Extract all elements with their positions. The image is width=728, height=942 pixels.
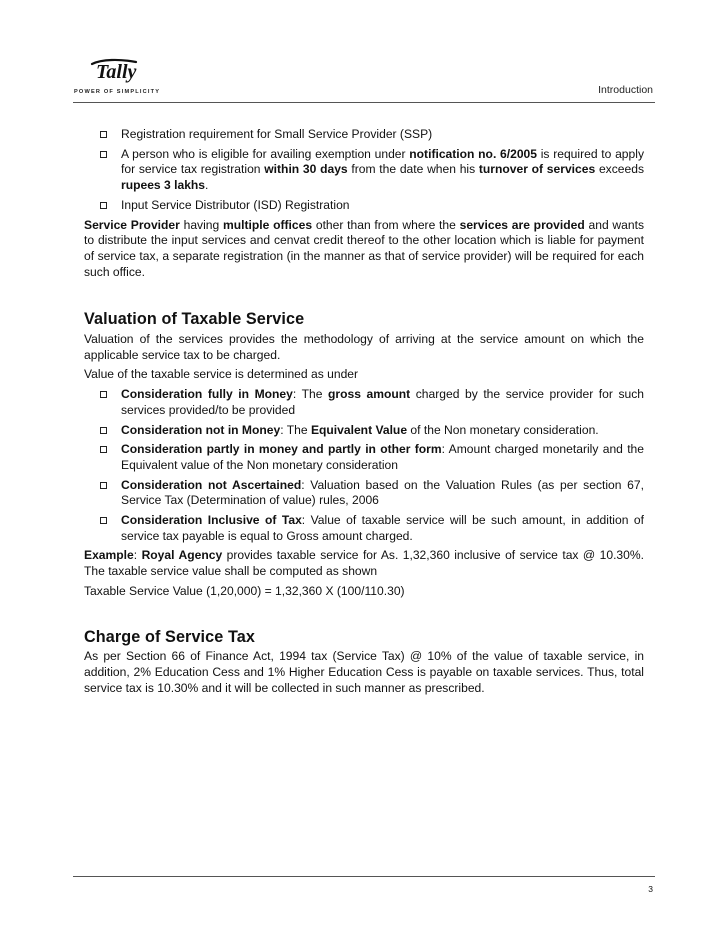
- isd-paragraph: [84, 218, 644, 281]
- bold-text: notification no. 6/2005: [409, 146, 538, 161]
- list-item: [84, 423, 644, 439]
- registration-list: [84, 127, 644, 214]
- footer-rule: [73, 876, 655, 877]
- bold-text: Consideration not in Money: [121, 422, 281, 437]
- square-bullet-icon: [100, 517, 107, 524]
- text-run: : Value of taxable service will be such amount, in addition of service tax payable is equal to Gross amount charged.: [121, 513, 644, 543]
- bold-text: Consideration Inclusive of Tax: [121, 513, 302, 528]
- valuation-list: [84, 387, 644, 544]
- formula: Taxable Service Value (1,20,000) = 1,32,360 X (100/110.30): [84, 583, 405, 598]
- charge-text: As per Section 66 of Finance Act, 1994 tax (Service Tax) @ 10% of the value of taxable service, in addition, 2% Education Cess and 1% Higher Education Cess is payable on taxable services. Thus, total service tax is 10.30% and it will be collected in such manner as prescribed.: [84, 649, 644, 695]
- text-run: of the Non monetary consideration.: [407, 422, 599, 437]
- list-item: [84, 147, 644, 194]
- square-bullet-icon: [100, 131, 107, 138]
- bold-text: Consideration partly in money and partly in other form: [121, 442, 442, 457]
- bold-text: multiple offices: [223, 217, 313, 232]
- valuation-intro: Valuation of the services provides the methodology of arriving at the service amount on which the applicable service tax to be charged.: [84, 332, 644, 362]
- bold-text: within 30 days: [264, 162, 348, 177]
- text-run: and wants to distribute the input services and cenvat credit thereof to the other location which is liable for payment of service tax, a separate registration (in the manner as that of service provider) will be required for each such office.: [84, 217, 645, 279]
- text-run: is required to apply for service tax registration: [121, 146, 644, 177]
- square-bullet-icon: [100, 151, 107, 158]
- page-content: [84, 127, 644, 700]
- text-run: : Valuation based on the Valuation Rules (as per section 67, Service Tax (Determination of value) rules, 2006: [121, 477, 644, 508]
- header-rule: [73, 102, 655, 103]
- valuation-determined: Value of the taxable service is determined as under: [84, 367, 359, 382]
- list-item: [84, 387, 644, 418]
- square-bullet-icon: [100, 446, 107, 453]
- tally-logo-mark: [90, 57, 160, 85]
- square-bullet-icon: [100, 391, 107, 398]
- example-paragraph: [84, 548, 644, 579]
- text-run: :: [133, 548, 142, 563]
- text-run: : Amount charged monetarily and the Equivalent value of the Non monetary consideration: [121, 442, 645, 472]
- square-bullet-icon: [100, 202, 107, 209]
- valuation-heading: Valuation of Taxable Service: [84, 310, 305, 329]
- list-item: [84, 513, 644, 544]
- text-run: other than from where the: [312, 217, 460, 232]
- bold-text: Equivalent Value: [310, 422, 408, 437]
- bold-text: Example: [84, 548, 134, 563]
- text-run: A person who is eligible for availing exemption under: [121, 146, 410, 161]
- bold-text: Royal Agency: [141, 548, 223, 563]
- list-item: [84, 478, 644, 509]
- text-run: charged by the service provider for such services provided/to be provided: [121, 387, 645, 417]
- section-title: Introduction: [598, 84, 653, 96]
- text-run: exceeds: [595, 162, 644, 177]
- bold-text: Consideration not Ascertained: [121, 477, 302, 492]
- bold-text: turnover of services: [478, 162, 596, 177]
- text-run: Input Service Distributor (ISD) Registration: [121, 197, 350, 212]
- list-item: [84, 442, 644, 473]
- text-run: from the date when his: [347, 162, 479, 177]
- logo-tagline: POWER OF SIMPLICITY: [74, 89, 161, 95]
- logo-wordmark: Tally: [96, 61, 137, 83]
- bold-text: services are provided: [459, 217, 585, 232]
- bold-text: gross amount: [328, 387, 411, 402]
- text-run: : The: [280, 422, 311, 437]
- text-run: .: [205, 178, 209, 193]
- text-run: : The: [292, 387, 328, 402]
- text-run: having: [179, 217, 223, 232]
- list-item: [84, 198, 644, 214]
- tally-logo: [74, 57, 184, 101]
- charge-heading: Charge of Service Tax: [84, 627, 255, 646]
- list-item: [84, 127, 644, 143]
- bold-text: rupees 3 lakhs: [121, 178, 206, 193]
- text-run: Registration requirement for Small Service Provider (SSP): [121, 127, 433, 141]
- text-run: provides taxable service for As. 1,32,360 inclusive of service tax @ 10.30%. The taxable service value shall be computed as shown: [84, 548, 644, 579]
- square-bullet-icon: [100, 482, 107, 489]
- bold-text: Consideration fully in Money: [121, 387, 293, 402]
- page-number: 3: [648, 884, 653, 894]
- square-bullet-icon: [100, 427, 107, 434]
- bold-text: Service Provider: [84, 217, 180, 232]
